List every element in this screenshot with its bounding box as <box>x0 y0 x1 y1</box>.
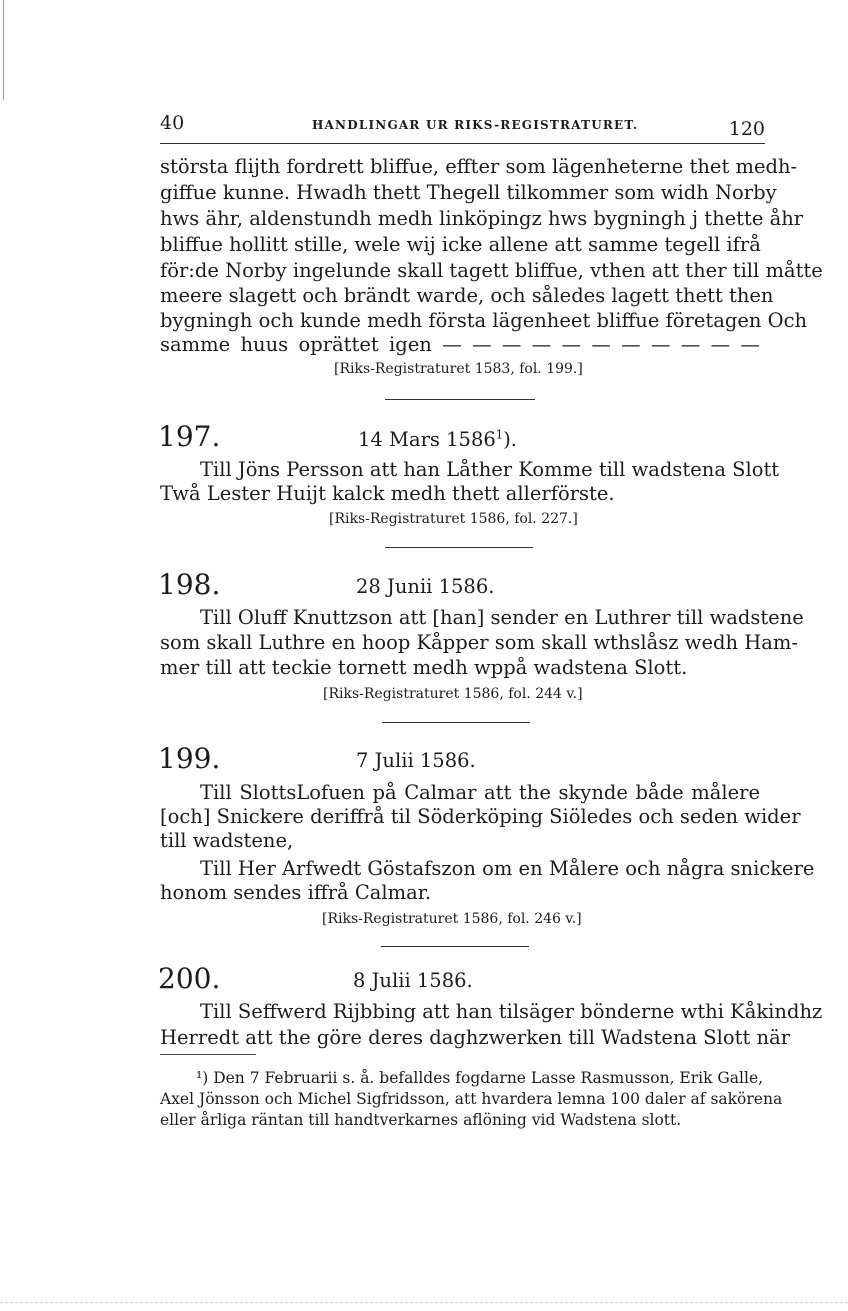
text-line: mer till att teckie tornett medh wppå wadstena Slott. <box>160 656 688 679</box>
text-line: honom sendes iffrå Calmar. <box>160 881 432 904</box>
text-line: [och] Snickere deriffrå til Söderköping Siöledes och seden wider <box>160 805 801 828</box>
footnote-marker: ¹) <box>196 1069 209 1087</box>
text-line: Till Her Arfwedt Göstafszon om en Målere och några snickere <box>200 857 815 880</box>
separator-rule <box>385 547 533 548</box>
source-citation: [Riks-Registraturet 1586, fol. 227.] <box>329 511 578 527</box>
running-title: HANDLINGAR UR RIKS-REGISTRATURET. <box>312 118 639 132</box>
source-citation: [Riks-Registraturet 1586, fol. 246 v.] <box>322 911 582 927</box>
entry-number: 199. <box>158 742 221 775</box>
entry-number: 198. <box>158 568 221 601</box>
text-line: hws ähr, aldenstundh medh linköpingz hws bygningh j thette åhr <box>160 207 804 230</box>
text-line: som skall Luthre en hoop Kåpper som skall wthslåsz wedh Ham- <box>160 631 798 654</box>
footnote-text: Den 7 Februarii s. å. befalldes fogdarne Lasse Rasmusson, Erik Galle, <box>213 1069 764 1087</box>
entry-date: 28 Junii 1586. <box>356 575 495 598</box>
text-line: meere slagett och brändt warde, och således lagett thett then <box>160 284 774 307</box>
entry-date: 8 Julii 1586. <box>353 969 473 992</box>
text-line: till wadstene, <box>160 829 294 852</box>
running-header <box>160 112 765 140</box>
separator-rule <box>385 399 535 400</box>
text-line: Twå Lester Huijt kalck medh thett allerförste. <box>160 482 615 505</box>
text-line: Till Oluff Knuttzson att [han] sender en Luthrer till wadstene <box>200 606 804 629</box>
text-line: samme huus oprättet igen — — — — — — — — — — — <box>160 333 760 356</box>
entry-date <box>358 428 517 451</box>
separator-rule <box>382 722 530 723</box>
footnote-line: eller årliga räntan till handtverkarnes aflöning vid Wadstena slott. <box>160 1111 682 1129</box>
scan-edge <box>3 0 4 100</box>
source-citation: [Riks-Registraturet 1586, fol. 244 v.] <box>323 686 583 702</box>
document-number: 120 <box>728 118 765 140</box>
entry-number: 197. <box>158 420 221 453</box>
text-line: Till SlottsLofuen på Calmar att the skynde både målere <box>200 781 760 804</box>
scan-bottom-edge <box>0 1302 848 1303</box>
text-line: Till Jöns Persson att han Låther Komme till wadstena Slott <box>200 458 780 481</box>
footnote-marker: 1 <box>495 427 504 442</box>
text-line: giffue kunne. Hwadh thett Thegell tilkommer som widh Norby <box>160 181 777 204</box>
page-number: 40 <box>160 112 185 134</box>
entry-date-text: 14 Mars 1586 <box>358 428 496 451</box>
footnote-line: Axel Jönsson och Michel Sigfridsson, att hvardera lemna 100 daler af sakörena <box>160 1090 783 1108</box>
entry-date: 7 Julii 1586. <box>356 749 476 772</box>
text-line: bliffue hollitt stille, wele wij icke allene att samme tegell ifrå <box>160 233 761 256</box>
text-line: bygningh och kunde medh första lägenheet bliffue företagen Och <box>160 309 808 332</box>
footnote-line <box>196 1068 764 1089</box>
entry-date-suffix: ). <box>503 428 518 451</box>
header-rule <box>160 143 765 144</box>
source-citation: [Riks-Registraturet 1583, fol. 199.] <box>334 361 583 377</box>
entry-number: 200. <box>158 962 221 995</box>
text-line: Herredt att the göre deres daghzwerken till Wadstena Slott när <box>160 1026 791 1049</box>
text-line: största flijth fordrett bliffue, effter som lägenheterne thet medh- <box>160 155 798 178</box>
text-line: Till Seffwerd Rijbbing att han tilsäger bönderne wthi Kåkindhz <box>200 1000 823 1023</box>
footnote-rule <box>160 1054 256 1055</box>
separator-rule <box>381 946 529 947</box>
text-line: för:de Norby ingelunde skall tagett bliffue, vthen att ther till måtte <box>160 259 823 282</box>
